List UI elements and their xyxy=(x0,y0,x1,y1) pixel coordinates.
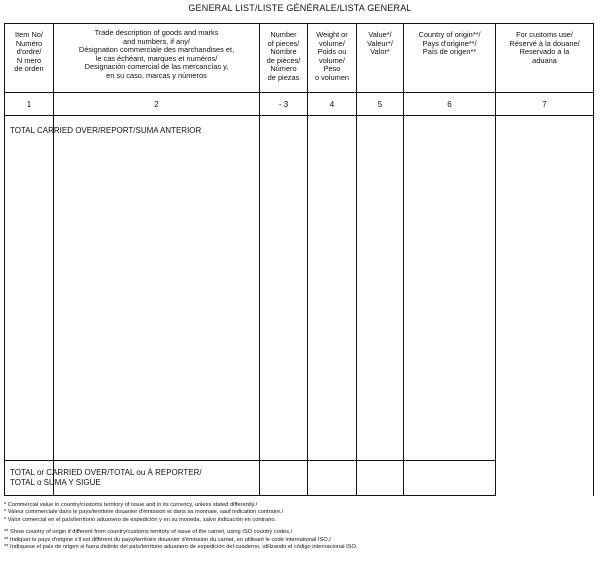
general-list-form xyxy=(4,23,594,496)
column-number-5: 5 xyxy=(377,100,383,109)
col-divider-4 xyxy=(356,23,357,496)
form-right-border xyxy=(593,23,594,496)
footnote-origin-en: ** Show country of origin if different from country/customs territory of issue of the carnet, using ISO country codes./ xyxy=(4,529,293,536)
footnote-value-es: * Valor comercial en el país/territorio aduanero de expedición y en su moneda, salvo indicación en contrario. xyxy=(4,516,277,523)
column-number-4: 4 xyxy=(329,100,335,109)
column-number-6: 6 xyxy=(447,100,452,109)
column-number-1: 1 xyxy=(26,100,32,109)
col-divider-5 xyxy=(403,23,404,496)
header-value: Value*/ Valeur*/ Valor* xyxy=(367,31,393,57)
col-divider-1 xyxy=(53,23,54,496)
footnotes xyxy=(4,502,594,551)
column-number-7: 7 xyxy=(542,100,547,109)
column-number-3: - 3 xyxy=(278,100,289,109)
col-divider-3 xyxy=(307,23,308,496)
form-left-border xyxy=(4,23,5,496)
column-number-2: 2 xyxy=(154,100,159,109)
footnote-origin-es: ** Indíquese el país de origen si fuera distinto del país/territorio aduanero de expedición del cuaderno, utilizando el código internacional ISO. xyxy=(4,544,358,551)
footnote-origin-fr: ** Indiquer le pays d'origine s'il est différent du pays/territoire douanier d'émission du carnet, en utilisant le code international ISO./ xyxy=(4,536,331,543)
footnote-value-fr: * Valeur commerciale dans le pays/territoire douanier d'émission et dans sa monnaie, sauf indication contraire./ xyxy=(4,509,284,516)
form-top-border xyxy=(4,23,594,24)
col-divider-6 xyxy=(495,23,496,496)
page-title: GENERAL LIST/LISTE GÉNÉRALE/LISTA GENERAL xyxy=(188,3,412,13)
header-item-no: Item No/ Numéro d'ordre/ N mero de orden xyxy=(14,31,44,74)
total-carried-over-label: TOTAL CARRIED OVER/REPORT/SUMA ANTERIOR xyxy=(10,126,202,135)
total-footer-label: TOTAL or CARRIED OVER/TOTAL ou À REPORTER/ TOTAL o SUMA Y SIGUE xyxy=(10,468,202,487)
customs-column-gap xyxy=(495,495,594,496)
header-description: Trade description of goods and marks and numbers, if any/ Désignation commerciale des marchandises et, le cas échéant, marques et numéros/ Designación comercial de las mercancías y, en su caso, marcas y números xyxy=(78,29,235,80)
col-divider-2 xyxy=(259,23,260,496)
form-bottom-border xyxy=(4,495,496,496)
number-row-divider xyxy=(4,115,594,116)
total-row-divider xyxy=(4,460,496,461)
header-divider xyxy=(4,92,594,93)
header-country-origin: Country of origin**/ Pays d'origine**/ País de origen** xyxy=(418,31,481,57)
header-weight: Weight or volume/ Poids ou volume/ Peso o volumen xyxy=(314,31,350,82)
header-pieces: Number of pieces/ Nombre de pièces/ Número de piezas xyxy=(266,31,301,82)
footnote-value-en: * Commercial value in country/customs territory of issue and in its currency, unless stated differently./ xyxy=(4,502,258,508)
header-customs-use: For customs use/ Réservé à la douane/ Reservado a la aduana xyxy=(509,31,580,65)
